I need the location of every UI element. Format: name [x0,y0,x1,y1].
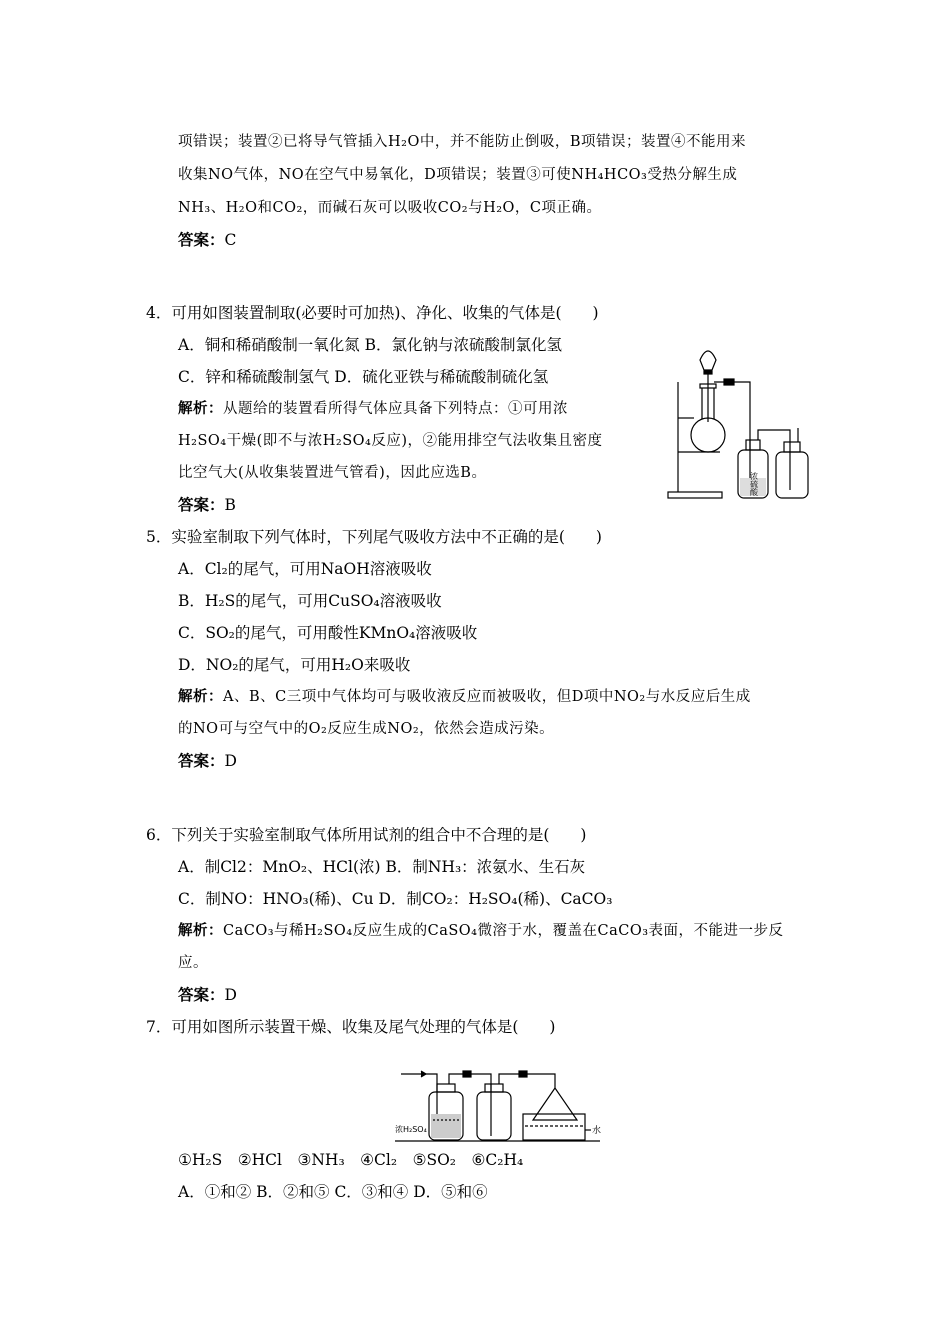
round-flask [691,418,725,452]
explanation-text: CaCO₃与稀H₂SO₄反应生成的CaSO₄微溶于水，覆盖在CaCO₃表面，不能进一步反 [223,923,784,939]
answer-label: 答案： [178,751,225,770]
answer-value: D [224,986,237,1004]
stand-base [668,492,722,498]
explanation-text: A、B、C三项中气体均可与吸收液反应而被吸收，但D项中NO₂与水反应后生成 [223,689,751,705]
answer-value: B [224,496,236,514]
q5-stem: 5．实验室制取下列气体时，下列尾气吸收方法中不正确的是( ) [146,528,602,546]
q4-options-ab: A．铜和稀硝酸制一氧化氮 B．氯化钠与浓硫酸制氯化氢 [178,336,563,354]
collecting-bottle [477,1092,511,1140]
top-explanation-line-2: 收集NO气体，NO在空气中易氧化，D项错误；装置③可使NH₄HCO₃受热分解生成 [178,167,738,183]
q5-explanation-line-1 [178,686,751,708]
inverted-funnel [533,1088,577,1120]
answer-value: C [224,231,237,249]
q4-explanation-line-2: H₂SO₄干燥(即不与浓H₂SO₄反应)，②能用排空气法收集且密度 [178,433,603,449]
q5-option-d: D．NO₂的尾气，可用H₂O来吸收 [178,656,411,674]
q5-option-c: C．SO₂的尾气，可用酸性KMnO₄溶液吸收 [178,624,478,642]
q4-answer [178,494,236,516]
explanation-label: 解析： [178,922,223,939]
q4-options-cd: C．锌和稀硫酸制氢气 D．硫化亚铁与稀硫酸制硫化氢 [178,368,549,386]
answer-value: D [224,752,237,770]
collecting-bottle [776,452,808,498]
q7-options: A．①和② B．②和⑤ C．③和④ D．⑤和⑥ [178,1183,488,1201]
q4-explanation-line-3: 比空气大(从收集装置进气管看)，因此应选B。 [178,465,487,481]
q6-options-cd: C．制NO：HNO₃(稀)、Cu D．制CO₂：H₂SO₄(稀)、CaCO₃ [178,890,613,908]
q4-figure-label: 浓硫酸 [749,472,759,496]
q4-explanation-line-1 [178,398,568,420]
q6-options-ab: A．制Cl2：MnO₂、HCl(浓) B．制NH₃：浓氨水、生石灰 [178,858,586,876]
q5-option-a: A．Cl₂的尾气，可用NaOH溶液吸收 [178,560,432,578]
q6-answer [178,984,237,1006]
q4-apparatus-figure [660,340,820,505]
q7-apparatus-figure [395,1062,605,1148]
top-explanation-line-3: NH₃、H₂O和CO₂，而碱石灰可以吸收CO₂与H₂O，C项正确。 [178,200,602,216]
q7-figure-label-water: 水 [592,1126,602,1136]
q4-stem: 4．可用如图装置制取(必要时可加热)、净化、收集的气体是( ) [146,304,599,322]
delivery-tube [714,382,750,450]
top-answer [178,229,236,251]
answer-label: 答案： [178,985,225,1004]
q6-explanation-line-1 [178,920,784,942]
q6-stem: 6．下列关于实验室制取气体所用试剂的组合中不合理的是( ) [146,826,587,844]
q7-stem: 7．可用如图所示装置干燥、收集及尾气处理的气体是( ) [146,1018,556,1036]
separatory-funnel [700,351,716,370]
explanation-label: 解析： [178,688,223,705]
q6-explanation-line-2: 应。 [178,955,208,971]
q5-answer [178,750,237,772]
answer-label: 答案： [178,495,225,514]
q7-gas-list: ①H₂S ②HCl ③NH₃ ④Cl₂ ⑤SO₂ ⑥C₂H₄ [178,1151,524,1169]
q5-explanation-line-2: 的NO可与空气中的O₂反应生成NO₂，依然会造成污染。 [178,721,555,737]
explanation-text: 从题给的装置看所得气体应具备下列特点：①可用浓 [223,401,568,417]
q7-figure-label-acid: 浓H₂SO₄ [395,1125,427,1134]
top-explanation-line-1: 项错误；装置②已将导气管插入H₂O中，并不能防止倒吸，B项错误；装置④不能用来 [178,134,746,150]
q5-option-b: B．H₂S的尾气，可用CuSO₄溶液吸收 [178,592,442,610]
explanation-label: 解析： [178,400,223,417]
answer-label: 答案： [178,230,225,249]
